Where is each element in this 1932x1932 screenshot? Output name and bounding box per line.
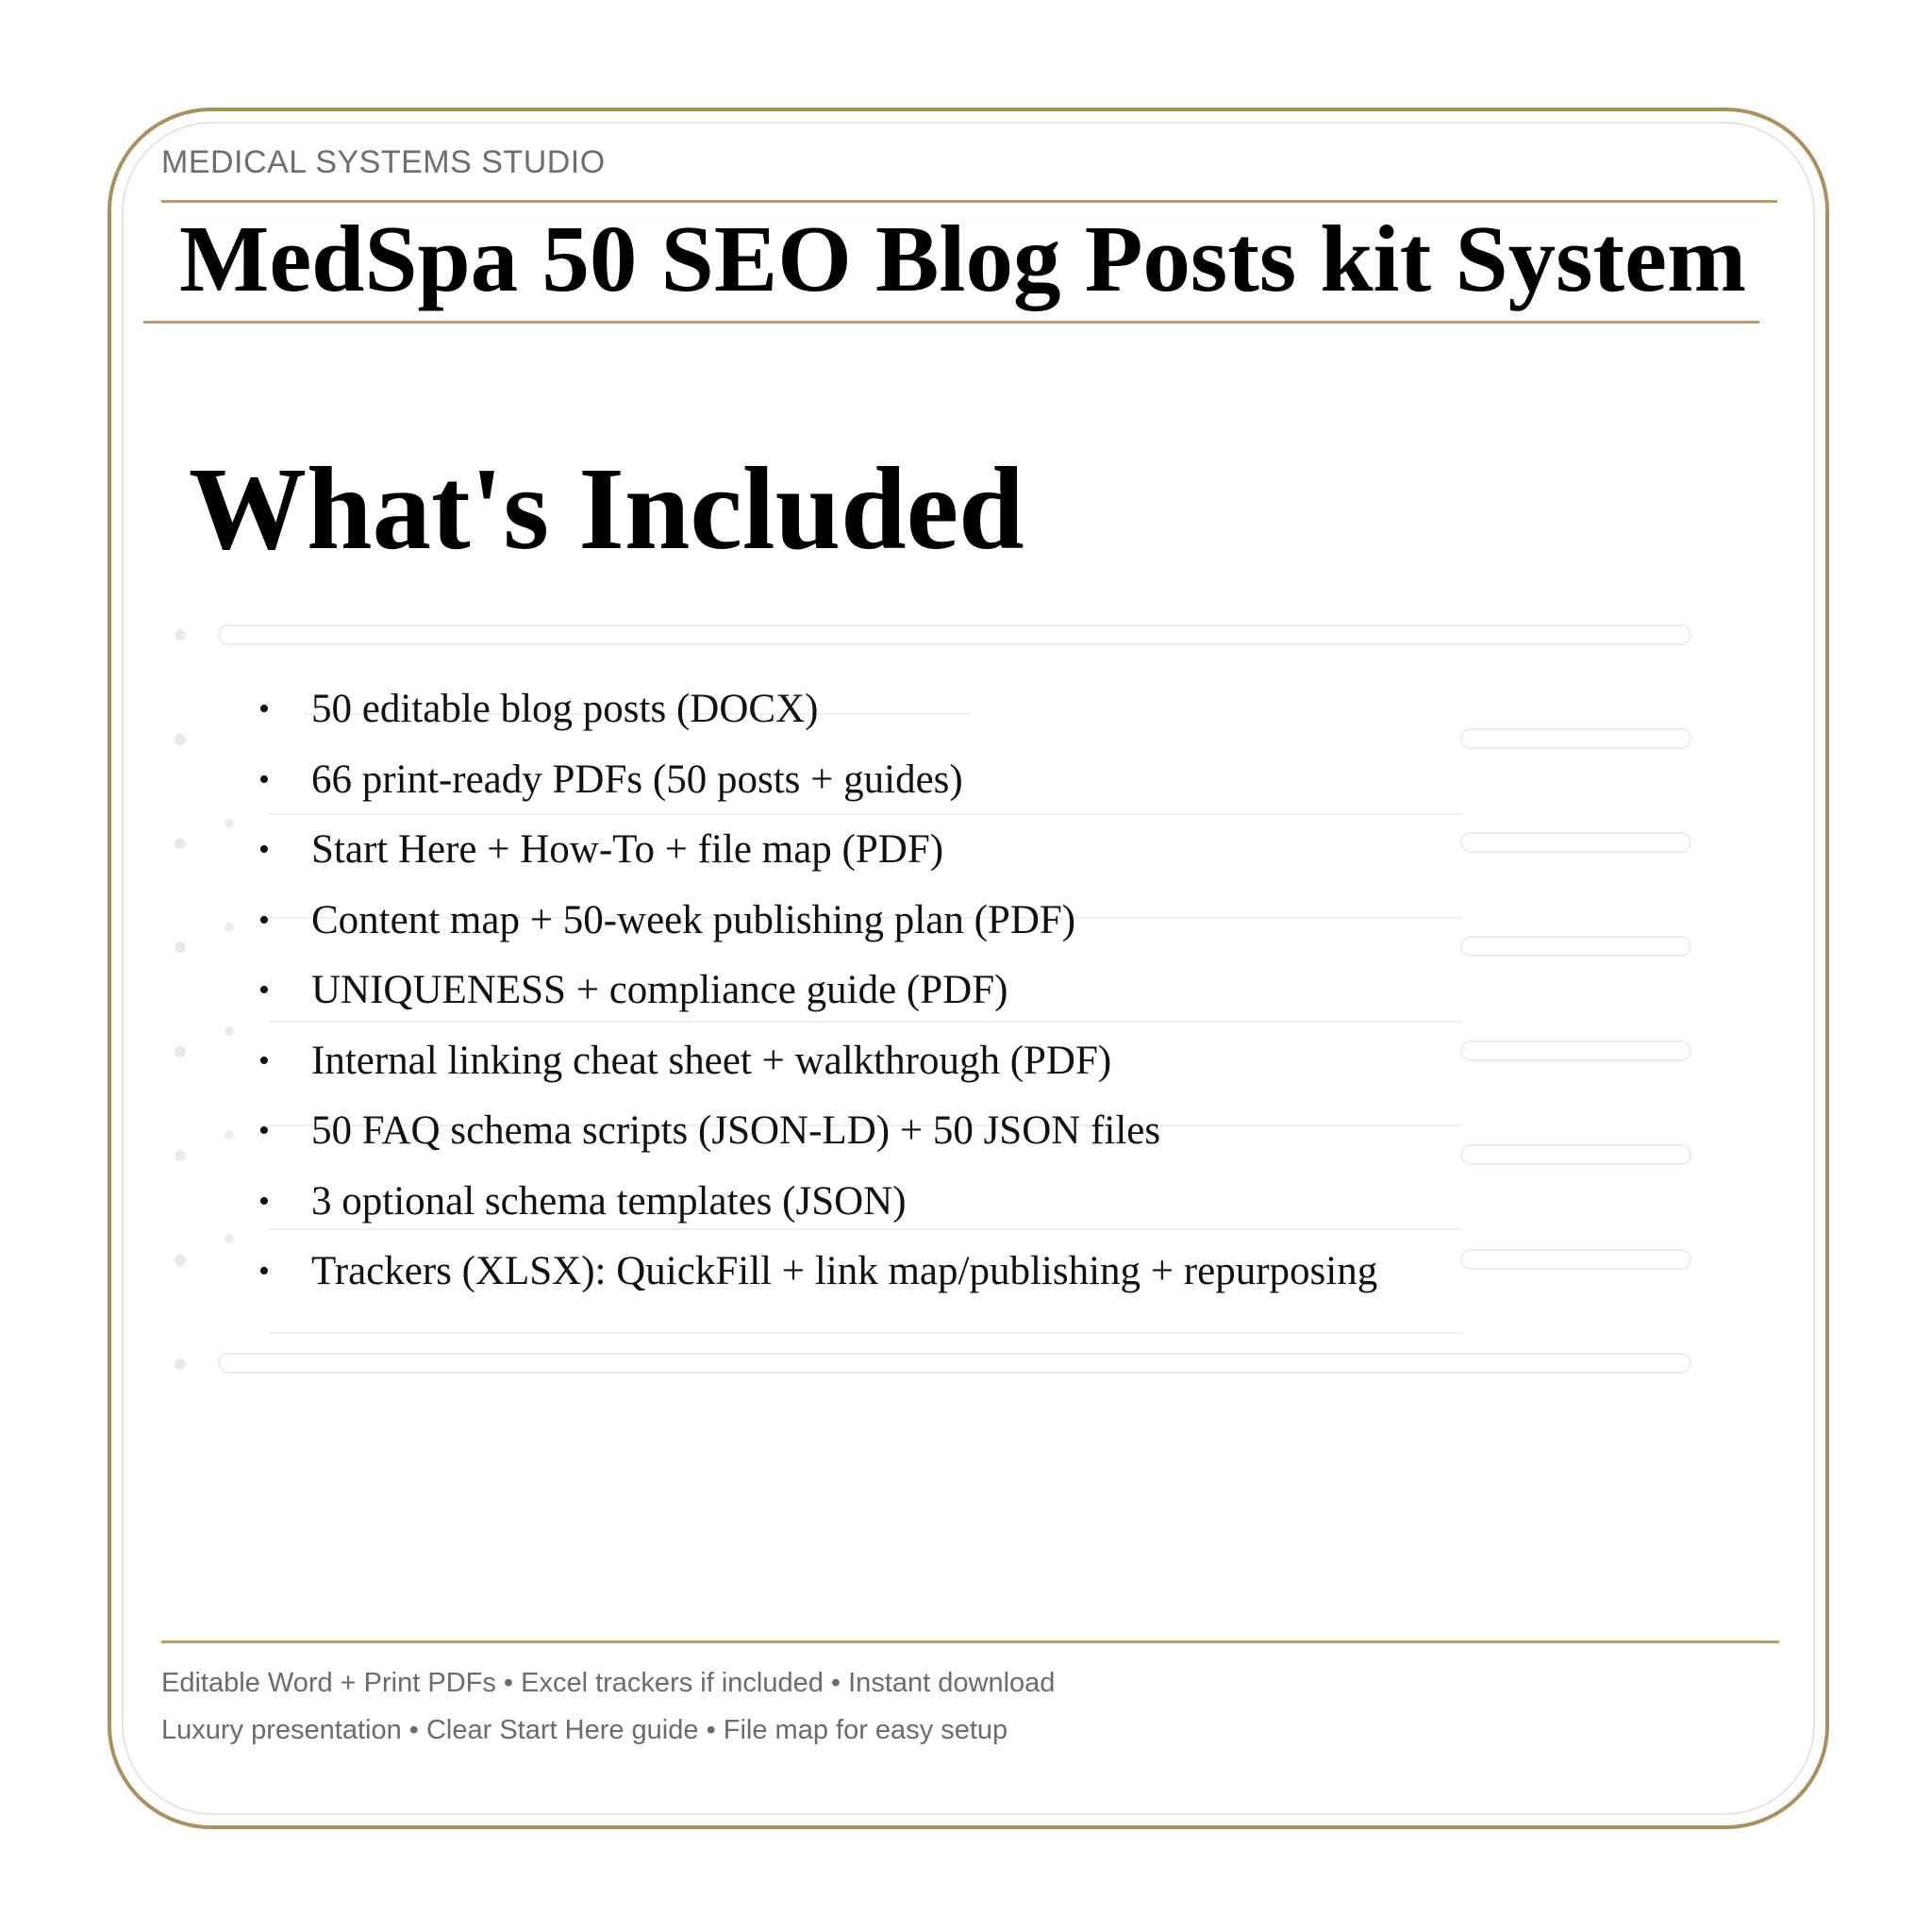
list-item-text: UNIQUENESS + compliance guide (PDF) [311, 968, 1008, 1012]
list-item [255, 675, 1377, 745]
list-item [255, 886, 1377, 957]
ghost-bullet [175, 734, 186, 745]
header-bottom-rule [143, 321, 1759, 324]
list-item-text: Internal linking cheat sheet + walkthrough (PDF) [311, 1038, 1112, 1083]
bullet-glyph: • [258, 1183, 270, 1219]
list-item-text: 3 optional schema templates (JSON) [311, 1178, 907, 1224]
ghost-row [1460, 1249, 1691, 1270]
list-item-text: 50 editable blog posts (DOCX) [311, 687, 819, 731]
ghost-bullet-small [225, 1130, 234, 1140]
ghost-bullet-small [225, 1026, 234, 1036]
ghost-row [1460, 832, 1691, 853]
ghost-row [218, 625, 1691, 645]
list-item [255, 1026, 1377, 1097]
list-item-text: 66 print-ready PDFs (50 posts + guides) [311, 757, 963, 802]
ghost-bullet [175, 1255, 186, 1266]
section-heading: What's Included [189, 444, 1024, 575]
bullet-glyph: • [258, 973, 270, 1008]
bullet-glyph: • [258, 832, 270, 867]
bullet-glyph: • [258, 1113, 270, 1148]
list-item [255, 1096, 1377, 1167]
brand-name: MEDICAL SYSTEMS STUDIO [161, 144, 606, 180]
ghost-bullet-small [225, 923, 234, 932]
list-item-text: Start Here + How-To + file map (PDF) [311, 827, 944, 872]
ghost-bullet-small [225, 1234, 234, 1243]
list-item [255, 745, 1377, 816]
footer-rule [161, 1641, 1779, 1643]
ghost-divider [269, 1332, 1462, 1334]
ghost-row [218, 1353, 1691, 1374]
ghost-bullet [175, 941, 186, 953]
list-item [255, 956, 1377, 1026]
footer-line-2: Luxury presentation • Clear Start Here guide • File map for easy setup [161, 1715, 1008, 1745]
list-item-text: Content map + 50-week publishing plan (PDF) [311, 897, 1076, 942]
ghost-bullet [175, 1046, 186, 1058]
ghost-bullet [175, 1358, 186, 1370]
header-top-rule [161, 200, 1777, 203]
bullet-glyph: • [258, 902, 270, 938]
footer-line-1: Editable Word + Print PDFs • Excel trackers if included • Instant download [161, 1668, 1056, 1698]
product-title: MedSpa 50 SEO Blog Posts kit System [179, 206, 1747, 311]
ghost-row [1460, 728, 1691, 749]
ghost-bullet [175, 629, 186, 641]
bullet-glyph: • [258, 1042, 270, 1078]
ghost-row [1460, 1144, 1691, 1165]
ghost-bullet [175, 838, 186, 849]
list-item [255, 1167, 1377, 1238]
list-item-text: 50 FAQ schema scripts (JSON-LD) + 50 JSON files [311, 1108, 1161, 1153]
list-item-text: Trackers (XLSX): QuickFill + link map/publishing + repurposing [311, 1249, 1378, 1293]
ghost-bullet [175, 1150, 186, 1161]
list-item [255, 1237, 1377, 1307]
ghost-row [1460, 936, 1691, 957]
ghost-bullet-small [225, 819, 234, 828]
bullet-glyph: • [258, 1254, 270, 1289]
bullet-glyph: • [258, 761, 270, 797]
list-item [255, 815, 1377, 886]
included-items-list [255, 675, 1377, 1307]
bullet-glyph: • [258, 691, 270, 726]
ghost-row [1460, 1041, 1691, 1061]
